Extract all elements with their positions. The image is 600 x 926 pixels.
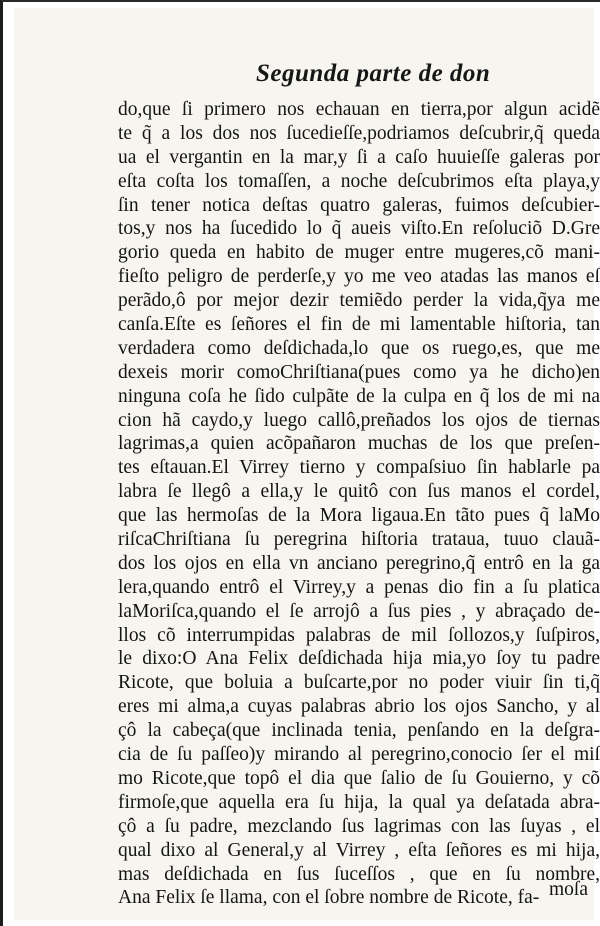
text-line: ua el vergantin en la mar,y ſi a caſo huuieſſe galeras por [118,146,600,168]
text-line: firmoſe,que aquella era ſu hija, la qual ya deſatada abra- [118,791,600,813]
text-line: fieſto peligro de perderſe,y yo me veo atadas las manos eſ [118,266,600,288]
body-text [118,98,600,910]
text-line: perãdo,ô por mejor dezir temiẽdo perder la vida,q̃ya me [118,290,600,312]
text-line: çô la cabeça(que inclinada tenia, penſando en la deſgra- [118,720,600,742]
text-line: que las hermoſas de la Mora ligaua.En tãto pues q̃ laMo [118,505,600,527]
text-line: labra ſe llegô a ella,y le quitô con ſus manos el cordel, [118,481,600,503]
text-line: çô a ſu padre, mezclando ſus lagrimas con las ſuyas , el [118,815,600,837]
text-line: llos cõ interrumpidas palabras de mil ſollozos,y ſuſpiros, [118,624,600,646]
text-line: tos,y nos ha ſucedido lo q̃ aueis viſto.En reſoluciõ D.Gre [118,218,600,240]
text-line: tes eſtauan.El Virrey tierno y compaſsiuo ſin hablarle pa [118,457,600,479]
text-line: cion hã caydo,y luego callô,preñados los ojos de tiernas [118,409,600,431]
catchword: moſa [549,879,588,900]
text-line: do,que ſi primero nos echauan en tierra,por algun acidẽ [118,99,600,120]
text-line: cia de ſu paſſeo)y mirando al peregrino,conocio ſer el miſ [118,744,600,766]
text-line: dexeis morir comoChriſtiana(pues como ya he dicho)en [118,361,600,383]
text-line: lera,quando entrô el Virrey,y a penas dio fin a ſu platica [118,576,600,598]
text-line: te q̃ a los dos nos ſucedieſſe,podriamos deſcubrir,q̃ queda [118,122,600,144]
text-line: eſta coſta los tomaſſen, a noche deſcubrimos eſta playa,y [118,170,600,192]
text-line: eres mi alma,a cuyas palabras abrio los ojos Sancho, y al [118,696,600,718]
text-line: le dixo:O Ana Felix deſdichada hija mia,yo ſoy tu padre [118,648,600,670]
text-line: riſcaChriſtiana ſu peregrina hiſtoria trataua, tuuo clauã- [118,529,600,551]
text-line: qual dixo al General,y al Virrey , eſta ſeñores es mi hija, [118,839,600,861]
text-line: gorio queda en habito de muger entre mugeres,cõ mani- [118,242,600,264]
text-line: verdadera como deſdichada,lo que os ruego,es, que me [118,337,600,359]
text-line: Ricote, que boluia a buſcarte,por no poder viuir ſin ti,q̃ [118,672,600,694]
running-header: Segunda parte de don [256,60,491,87]
text-line: laMoriſca,quando el ſe arrojô a ſus pies , y abraçado de- [118,600,600,622]
text-line: mo Ricote,que topô el dia que ſalio de ſu Gouierno, y cõ [118,767,600,789]
text-line: ninguna coſa he ſido culpãte de la culpa en q̃ los de mi na [118,385,600,407]
text-line: ſin tener notica deſtas quatro galeras, fuimos deſcubier- [118,194,600,216]
book-page [14,8,600,920]
text-line: canſa.Eſte es ſeñores el fin de mi lamentable hiſtoria, tan [118,314,600,336]
text-line: dos los ojos en ella vn anciano peregrino,q̃ entrô en la ga [118,552,600,574]
text-line: lagrimas,a quien acõpañaron muchas de los que preſen- [118,433,600,455]
text-line: Ana Felix ſe llama, con el ſobre nombre de Ricote, fa- [118,887,540,909]
text-line: mas deſdichada en ſus ſuceſſos , que en ſu nombre, [118,863,600,885]
